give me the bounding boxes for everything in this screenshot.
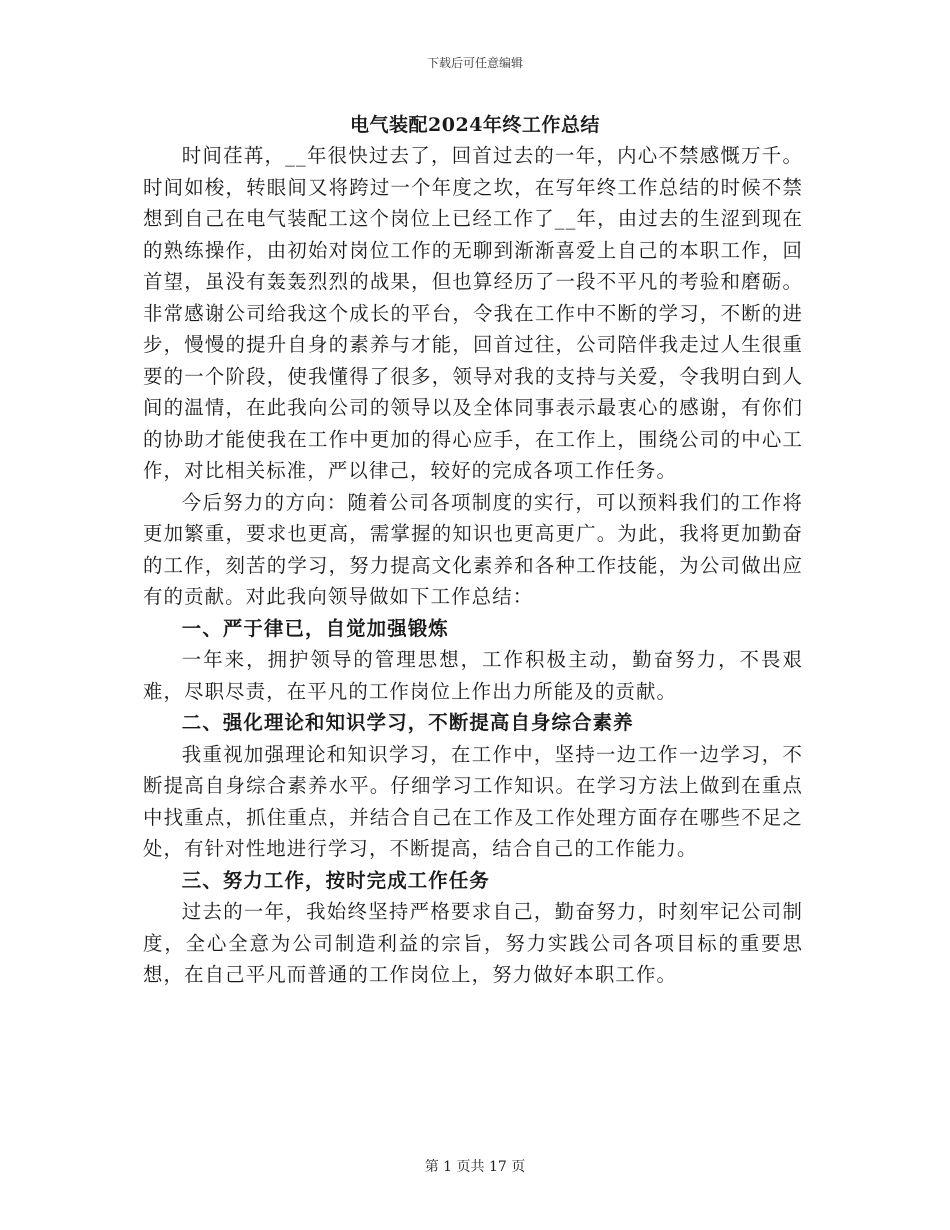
- section-body-3: 过去的一年，我始终坚持严格要求自己，勤奋努力，时刻牢记公司制度，全心全意为公司制造利益的宗旨，努力实践公司各项目标的重要思想，在自己平凡而普通的工作岗位上，努力做好本职工作。: [143, 900, 803, 986]
- header-note: 下载后可任意编辑: [426, 56, 523, 70]
- document-body: [143, 140, 803, 991]
- section-heading-2: 二、强化理论和知识学习，不断提高自身综合素养: [181, 711, 634, 734]
- section-heading-1: 一、严于律已，自觉加强锻炼: [181, 616, 449, 640]
- intro-paragraph: 时间荏苒，__年很快过去了，回首过去的一年，内心不禁感慨万千。时间如梭，转眼间又将跨过一个年度之坎，在写年终工作总结的时候不禁想到自己在电气装配工这个岗位上已经工作了__年，由过去的生涩到现在的熟练操作，由初始对岗位工作的无聊到渐渐喜爱上自己的本职工作，回首望，虽没有轰轰烈烈的战果，但也算经历了一段不平凡的考验和磨砺。非常感谢公司给我这个成长的平台，令我在工作中不断的学习，不断的进步，慢慢的提升自身的素养与才能，回首过往，公司陪伴我走过人生很重要的一个阶段，使我懂得了很多，领导对我的支持与关爱，令我明白到人间的温情，在此我向公司的领导以及全体同事表示最衷心的感谢，有你们的协助才能使我在工作中更加的得心应手，在工作上，围绕公司的中心工作，对比相关标准，严以律己，较好的完成各项工作任务。: [143, 144, 803, 482]
- page-number: 第 1 页共 17 页: [424, 1159, 526, 1175]
- direction-paragraph: 今后努力的方向：随着公司各项制度的实行，可以预料我们的工作将更加繁重，要求也更高，需掌握的知识也更高更广。为此，我将更加勤奋的工作，刻苦的学习，努力提高文化素养和各种工作技能，为公司做出应有的贡献。对此我向领导做如下工作总结：: [143, 490, 803, 608]
- document-title: 电气装配2024年终工作总结: [350, 114, 600, 136]
- section-heading-3: 三、努力工作，按时完成工作任务: [181, 868, 490, 892]
- section-body-1: 一年来，拥护领导的管理思想，工作积极主动，勤奋努力，不畏艰难，尽职尽责，在平凡的工作岗位上作出力所能及的贡献。: [143, 648, 803, 703]
- section-body-2: 我重视加强理论和知识学习，在工作中，坚持一边工作一边学习，不断提高自身综合素养水平。仔细学习工作知识。在学习方法上做到在重点中找重点，抓住重点，并结合自己在工作及工作处理方面存在哪些不足之处，有针对性地进行学习，不断提高，结合自己的工作能力。: [143, 742, 803, 860]
